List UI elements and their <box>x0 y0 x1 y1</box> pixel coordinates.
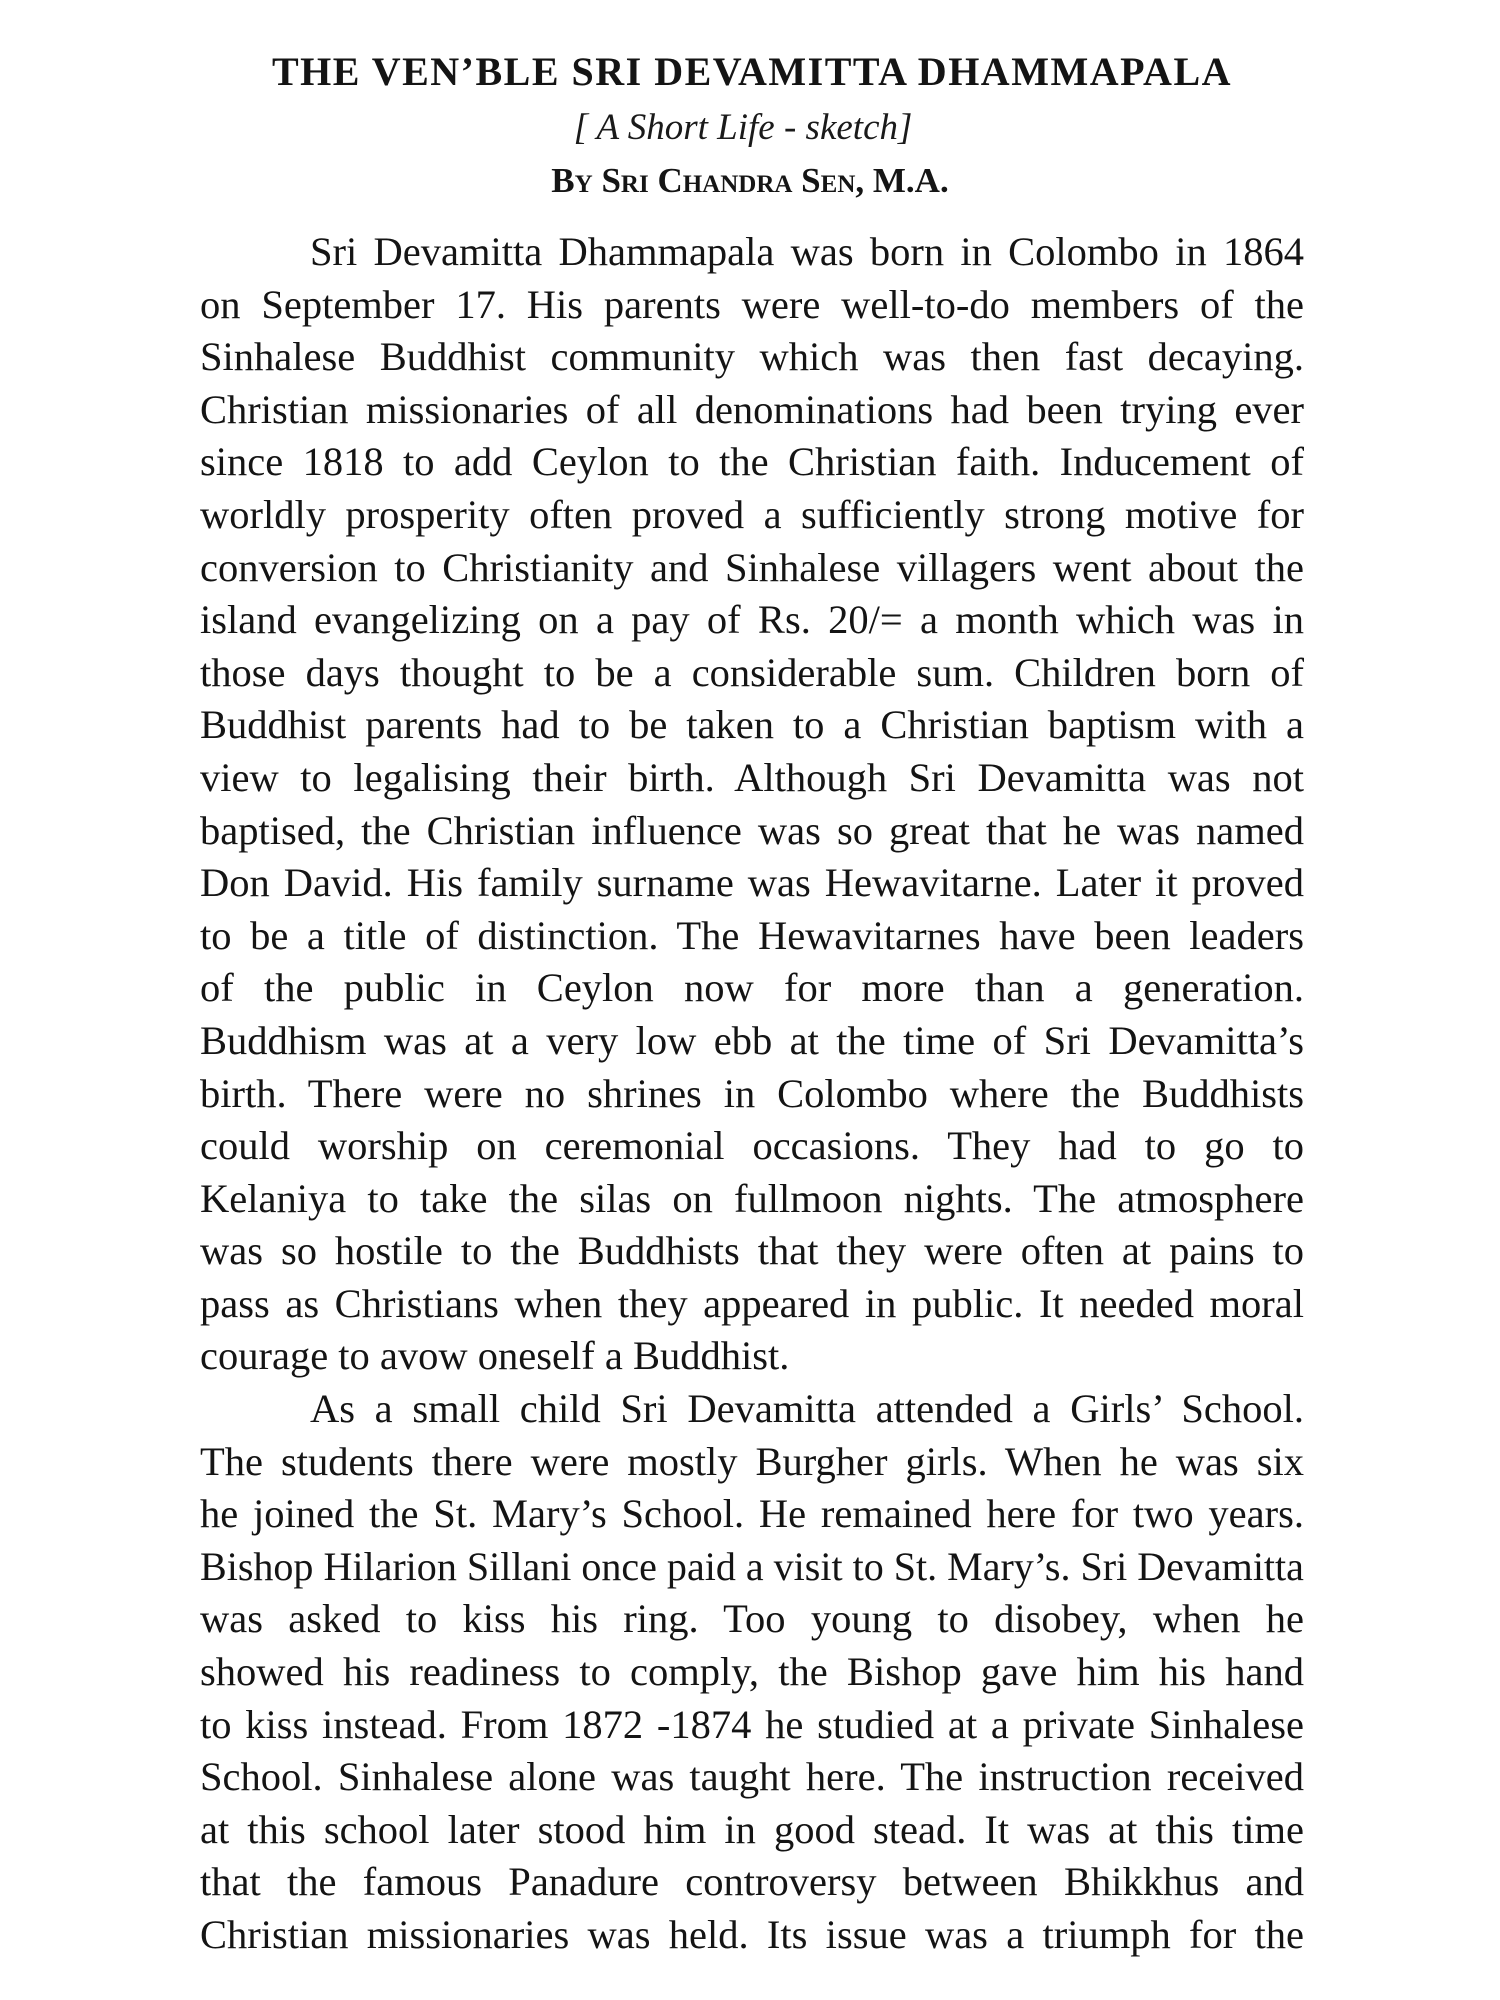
article-byline: By Sri Chandra Sen, M.A. <box>551 161 949 200</box>
text-line: since 1818 to add Ceylon to the Christian faith. Inducement of <box>200 439 1304 485</box>
text-line: Christian missionaries of all denominations had been trying ever <box>200 386 1305 432</box>
text-line: Sri Devamitta Dhammapala was born in Colombo in 1864 <box>310 229 1304 274</box>
text-line: that the famous Panadure controversy between Bhikkhus and <box>200 1859 1304 1905</box>
text-line: Sinhalese Buddhist community which was then fast decaying. <box>200 334 1304 380</box>
text-line: birth. There were no shrines in Colombo where the Buddhists <box>200 1070 1305 1116</box>
article-title: THE VEN’BLE SRI DEVAMITTA DHAMMAPALA <box>271 49 1233 94</box>
text-line: island evangelizing on a pay of Rs. 20/= a month which was in <box>200 597 1304 643</box>
text-line: view to legalising their birth. Although Sri Devamitta was not <box>200 754 1304 800</box>
text-line: to kiss instead. From 1872 -1874 he studied at a private Sinhalese <box>200 1701 1305 1747</box>
paragraph-2 <box>200 1383 1304 1962</box>
text-line: conversion to Christianity and Sinhalese villagers went about the <box>200 544 1304 590</box>
text-line: at this school later stood him in good stead. It was at this time <box>200 1806 1304 1852</box>
text-line: The students there were mostly Burgher girls. When he was six <box>200 1438 1305 1484</box>
text-line: pass as Christians when they appeared in public. It needed moral <box>200 1280 1305 1326</box>
text-line: worldly prosperity often proved a sufficiently strong motive for <box>200 491 1305 537</box>
text-line: he joined the St. Mary’s School. He remained here for two years. <box>200 1491 1304 1537</box>
text-line: to be a title of distinction. The Hewavitarnes have been leaders <box>200 912 1304 958</box>
article-body <box>200 226 1304 1962</box>
text-line: Buddhism was at a very low ebb at the time of Sri Devamitta’s <box>200 1017 1305 1063</box>
text-line: on September 17. His parents were well-to-do members of the <box>200 281 1305 327</box>
text-line: was so hostile to the Buddhists that they were often at pains to <box>200 1228 1305 1274</box>
text-line: Buddhist parents had to be taken to a Christian baptism with a <box>200 702 1304 748</box>
text-line: was asked to kiss his ring. Too young to disobey, when he <box>200 1596 1305 1642</box>
text-line: School. Sinhalese alone was taught here. The instruction received <box>200 1754 1304 1800</box>
article-subtitle: [ A Short Life - sketch] <box>573 107 913 148</box>
text-line: As a small child Sri Devamitta attended a Girls’ School. <box>310 1386 1304 1432</box>
text-line: showed his readiness to comply, the Bishop gave him his hand <box>200 1649 1305 1695</box>
text-line: Kelaniya to take the silas on fullmoon nights. The atmosphere <box>200 1175 1304 1221</box>
paragraph-1 <box>200 226 1304 1383</box>
text-line: could worship on ceremonial occasions. They had to go to <box>200 1123 1304 1169</box>
text-line: those days thought to be a considerable sum. Children born of <box>200 649 1305 695</box>
text-line: courage to avow oneself a Buddhist. <box>200 1333 790 1379</box>
text-line: of the public in Ceylon now for more than a generation. <box>200 965 1305 1011</box>
text-line: Don David. His family surname was Hewavitarne. Later it proved <box>200 860 1305 906</box>
text-line: baptised, the Christian influence was so great that he was named <box>200 807 1305 853</box>
text-line: Bishop Hilarion Sillani once paid a visit to St. Mary’s. Sri Devamitta <box>200 1543 1304 1589</box>
text-line: Christian missionaries was held. Its issue was a triumph for the <box>200 1912 1304 1957</box>
